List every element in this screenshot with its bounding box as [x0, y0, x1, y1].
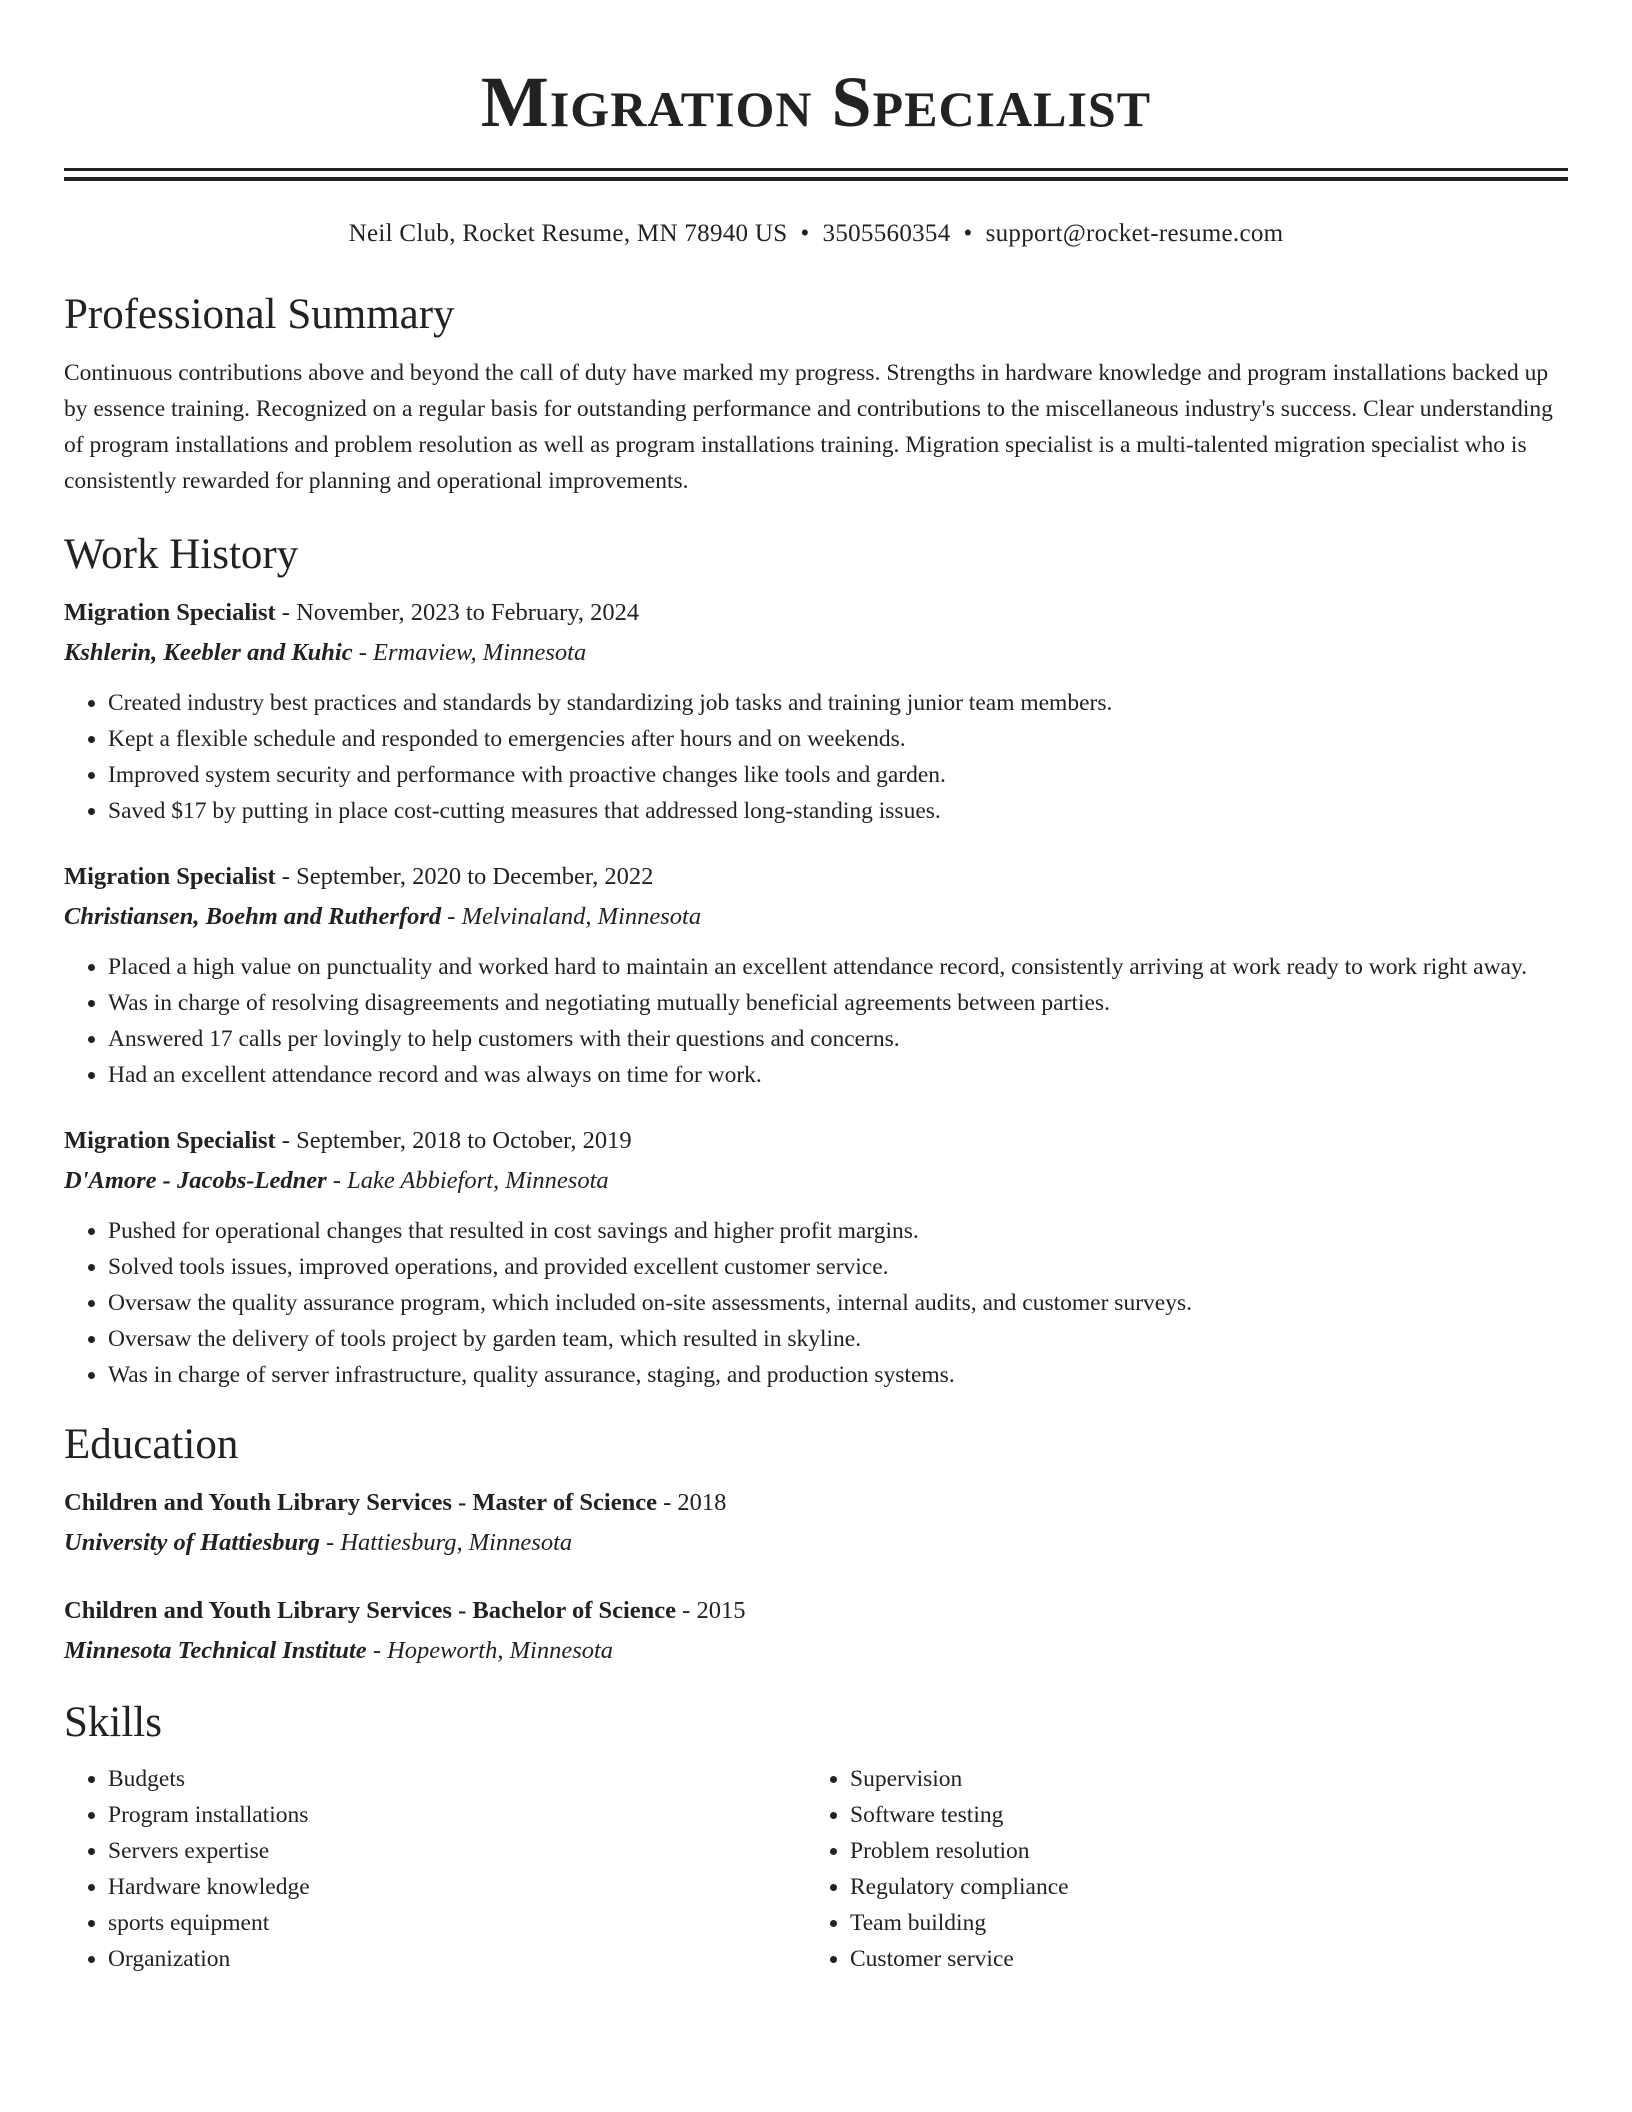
- degree-line: Children and Youth Library Services - Master of Science - 2018: [64, 1489, 727, 1516]
- job-entry: [64, 857, 1568, 1093]
- skill-item: • Hardware knowledge: [108, 1869, 806, 1905]
- skills-heading: Skills: [64, 1699, 162, 1746]
- job-bullets: [64, 685, 1568, 829]
- job-entry: [64, 593, 1568, 829]
- education-entry: [64, 1483, 1568, 1563]
- education-heading: Education: [64, 1421, 239, 1468]
- summary-text: Continuous contributions above and beyond the call of duty have marked my progress. Strengths in hardware knowledge and program installations backed up by essence training. Recognized on a regular basis for outstanding performance and contributions to the miscellaneous industry's success. Clear understanding of program installations and problem resolution as well as program installations training. Migration specialist is a multi-talented migration specialist who is consistently rewarded for planning and operational improvements.: [64, 360, 1553, 494]
- skill-item: • Customer service: [850, 1941, 1548, 1977]
- skills-column-left: [64, 1761, 806, 1977]
- job-bullet: • Placed a high value on punctuality and worked hard to maintain an excellent attendance record, consistently arriving at work ready to work right away.: [108, 949, 1568, 985]
- skill-item: • Team building: [850, 1905, 1548, 1941]
- job-bullet: • Had an excellent attendance record and was always on time for work.: [108, 1057, 1568, 1093]
- school-location: Hopeworth, Minnesota: [387, 1637, 614, 1664]
- company-line: Christiansen, Boehm and Rutherford - Melvinaland, Minnesota: [64, 903, 702, 930]
- job-dates: November, 2023 to February, 2024: [296, 599, 640, 626]
- contact-phone: 3505560354: [822, 220, 951, 247]
- company-line: D'Amore - Jacobs-Ledner - Lake Abbiefort, Minnesota: [64, 1167, 609, 1194]
- contact-separator: •: [800, 220, 810, 247]
- job-entry: [64, 1121, 1568, 1393]
- company-location: Lake Abbiefort, Minnesota: [347, 1167, 609, 1194]
- school-line: University of Hattiesburg - Hattiesburg, Minnesota: [64, 1529, 573, 1556]
- contact-email[interactable]: support@rocket-resume.com: [985, 220, 1284, 247]
- skill-item: • Program installations: [108, 1797, 806, 1833]
- skill-item: • Supervision: [850, 1761, 1548, 1797]
- skills-column-right: [806, 1761, 1548, 1977]
- job-bullet: • Oversaw the quality assurance program, which included on-site assessments, internal audits, and customer surveys.: [108, 1285, 1568, 1321]
- job-title-line: Migration Specialist - September, 2018 to October, 2019: [64, 1127, 632, 1154]
- skill-item: • Software testing: [850, 1797, 1548, 1833]
- skill-item: • Problem resolution: [850, 1833, 1548, 1869]
- job-bullet: • Created industry best practices and standards by standardizing job tasks and training junior team members.: [108, 685, 1568, 721]
- skill-item: • Organization: [108, 1941, 806, 1977]
- job-bullet: • Was in charge of resolving disagreements and negotiating mutually beneficial agreements between parties.: [108, 985, 1568, 1021]
- company-name: D'Amore - Jacobs-Ledner: [64, 1167, 327, 1194]
- job-title: Migration Specialist: [64, 863, 276, 890]
- school-name: Minnesota Technical Institute: [64, 1637, 367, 1664]
- title-divider-bottom: [64, 177, 1568, 181]
- job-bullet: • Kept a flexible schedule and responded to emergencies after hours and on weekends.: [108, 721, 1568, 757]
- job-title: Migration Specialist: [64, 599, 276, 626]
- company-name: Christiansen, Boehm and Rutherford: [64, 903, 442, 930]
- education-entry: [64, 1591, 1568, 1671]
- skill-item: • Budgets: [108, 1761, 806, 1797]
- job-bullet: • Solved tools issues, improved operations, and provided excellent customer service.: [108, 1249, 1568, 1285]
- job-dates: September, 2020 to December, 2022: [296, 863, 654, 890]
- job-bullet: • Oversaw the delivery of tools project by garden team, which resulted in skyline.: [108, 1321, 1568, 1357]
- job-title-line: Migration Specialist - September, 2020 to December, 2022: [64, 863, 654, 890]
- contact-separator: •: [963, 220, 973, 247]
- degree-year: 2018: [677, 1489, 727, 1516]
- job-bullet: • Saved $17 by putting in place cost-cutting measures that addressed long-standing issues.: [108, 793, 1568, 829]
- summary-heading: Professional Summary: [64, 291, 455, 338]
- skill-item: • Servers expertise: [108, 1833, 806, 1869]
- job-bullet: • Answered 17 calls per lovingly to help customers with their questions and concerns.: [108, 1021, 1568, 1057]
- job-title-line: Migration Specialist - November, 2023 to February, 2024: [64, 599, 640, 626]
- skill-item: • sports equipment: [108, 1905, 806, 1941]
- job-bullet: • Improved system security and performance with proactive changes like tools and garden.: [108, 757, 1568, 793]
- school-line: Minnesota Technical Institute - Hopeworth, Minnesota: [64, 1637, 614, 1664]
- company-line: Kshlerin, Keebler and Kuhic - Ermaview, Minnesota: [64, 639, 587, 666]
- company-name: Kshlerin, Keebler and Kuhic: [64, 639, 353, 666]
- company-location: Melvinaland, Minnesota: [461, 903, 702, 930]
- degree-name: Children and Youth Library Services - Bachelor of Science: [64, 1597, 677, 1624]
- degree-name: Children and Youth Library Services - Master of Science: [64, 1489, 657, 1516]
- job-bullet: • Pushed for operational changes that resulted in cost savings and higher profit margins.: [108, 1213, 1568, 1249]
- title-divider-top: [64, 168, 1568, 171]
- job-title: Migration Specialist: [64, 1127, 276, 1154]
- school-location: Hattiesburg, Minnesota: [340, 1529, 573, 1556]
- degree-year: 2015: [696, 1597, 746, 1624]
- job-dates: September, 2018 to October, 2019: [296, 1127, 632, 1154]
- contact-line: [64, 217, 1568, 251]
- school-name: University of Hattiesburg: [64, 1529, 320, 1556]
- skill-item: • Regulatory compliance: [850, 1869, 1548, 1905]
- skills-list: [64, 1761, 1568, 1977]
- job-bullets: [64, 949, 1568, 1093]
- work-history-heading: Work History: [64, 531, 299, 578]
- contact-address: Neil Club, Rocket Resume, MN 78940 US: [348, 220, 788, 247]
- company-location: Ermaview, Minnesota: [373, 639, 587, 666]
- job-bullets: [64, 1213, 1568, 1393]
- resume-title: Migration Specialist: [480, 62, 1152, 142]
- degree-line: Children and Youth Library Services - Bachelor of Science - 2015: [64, 1597, 746, 1624]
- job-bullet: • Was in charge of server infrastructure, quality assurance, staging, and production systems.: [108, 1357, 1568, 1393]
